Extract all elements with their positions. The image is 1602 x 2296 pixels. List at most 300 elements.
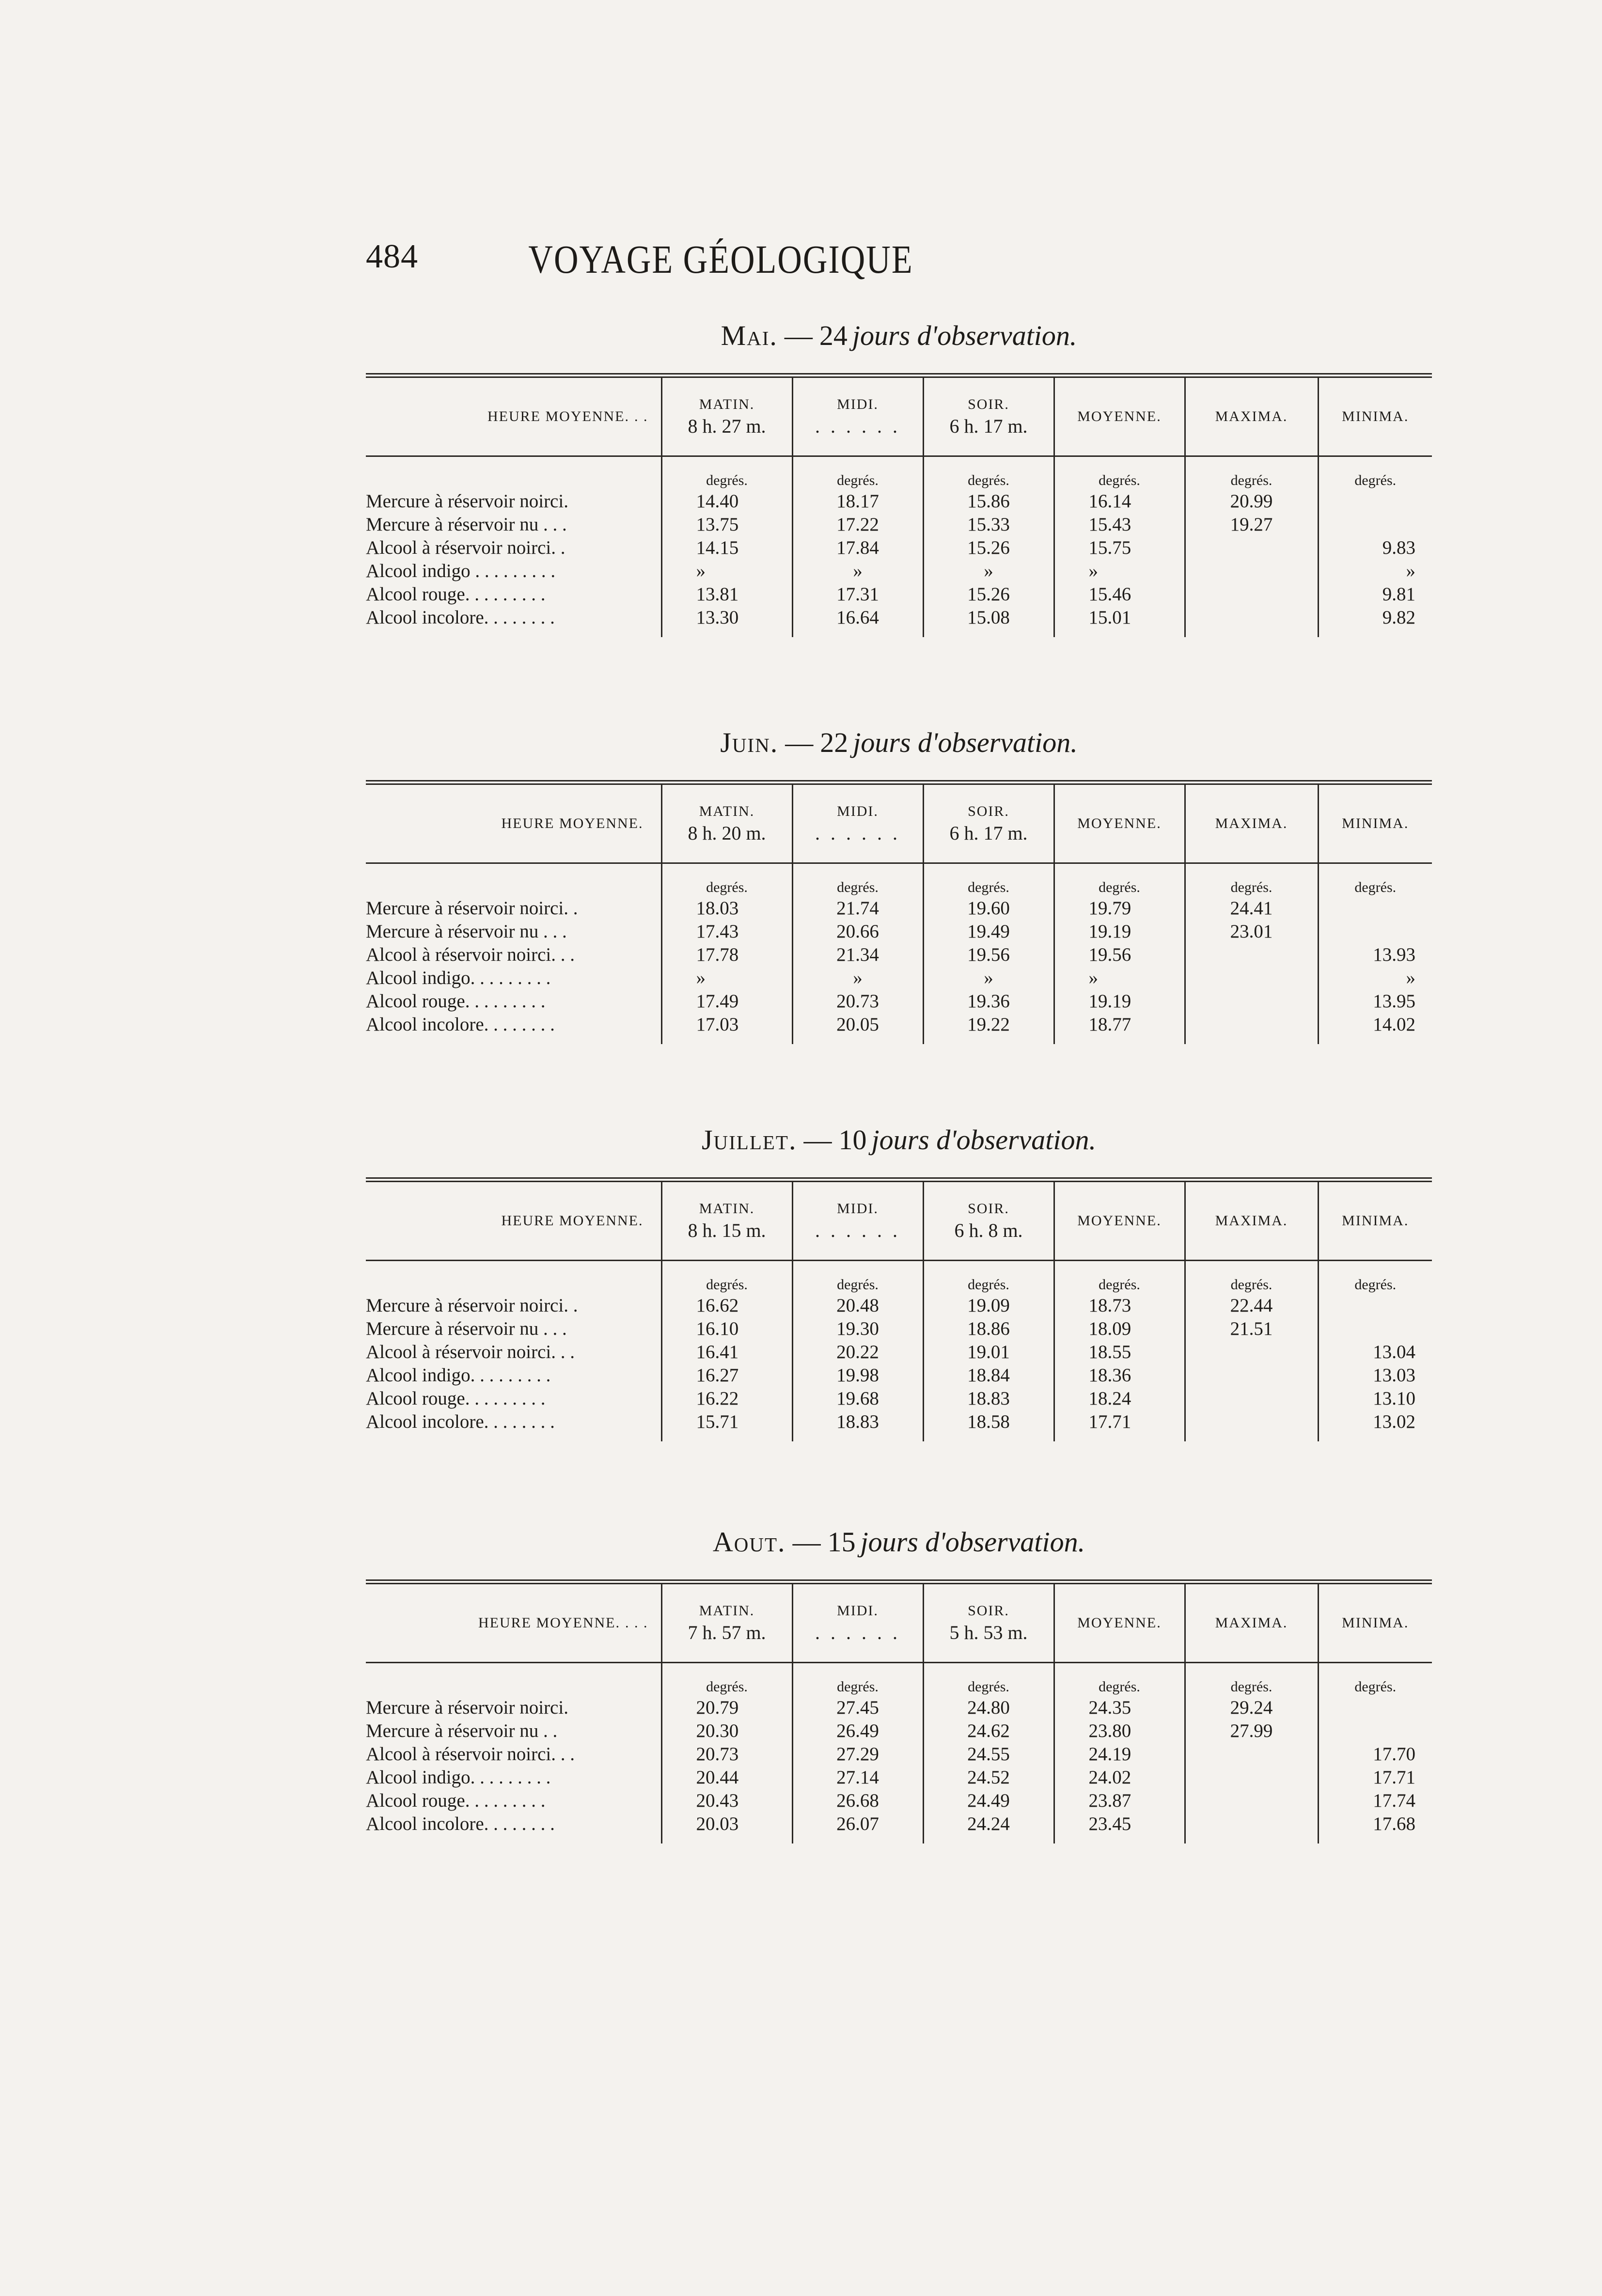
header-row (366, 1584, 1432, 1663)
unit-row (366, 1663, 1432, 1697)
table-row (366, 897, 1432, 920)
table-row (366, 1341, 1432, 1364)
header-heure-moyenne (366, 1182, 661, 1261)
matin-value: 20.03 (661, 1812, 792, 1836)
unit-label: degrés. (1054, 1663, 1185, 1697)
month-name: Mai. (721, 320, 778, 351)
matin-value: 16.10 (661, 1317, 792, 1341)
matin-value: 17.78 (661, 943, 792, 967)
observation-caption: jours d'observation. (871, 1124, 1097, 1156)
header-moyenne (1054, 785, 1185, 863)
moyenne-value: 16.14 (1054, 490, 1185, 513)
midi-value: 20.73 (792, 990, 923, 1013)
unit-label: degrés. (661, 1663, 792, 1697)
thermometer-label: Alcool indigo . . . . . . . . . (366, 560, 661, 583)
midi-label: MIDI. (837, 803, 879, 819)
moyenne-value: 23.45 (1054, 1812, 1185, 1836)
midi-value: » (792, 560, 923, 583)
soir-time: 5 h. 53 m. (949, 1621, 1028, 1643)
soir-value: 24.49 (923, 1789, 1054, 1812)
header-matin (661, 1584, 792, 1663)
midi-time: . . . . . . (815, 415, 900, 437)
midi-value: 26.49 (792, 1719, 923, 1743)
thermometer-label: Alcool incolore. . . . . . . . (366, 1410, 661, 1434)
midi-value: » (792, 967, 923, 990)
minima-value: 9.82 (1382, 607, 1415, 628)
moyenne-value: 18.55 (1054, 1341, 1185, 1364)
maxima-value (1185, 1789, 1318, 1812)
maxima-value (1185, 990, 1318, 1013)
maxima-value (1185, 560, 1318, 583)
midi-time: . . . . . . (815, 822, 900, 844)
midi-value: 26.07 (792, 1812, 923, 1836)
soir-value: 24.55 (923, 1743, 1054, 1766)
thermometer-label: Alcool indigo. . . . . . . . . (366, 967, 661, 990)
soir-value: 18.86 (923, 1317, 1054, 1341)
maxima-value: 19.27 (1185, 513, 1318, 536)
matin-value: 13.81 (661, 583, 792, 606)
soir-value: 19.01 (923, 1341, 1054, 1364)
midi-value: 16.64 (792, 606, 923, 629)
matin-value: » (661, 967, 792, 990)
header-matin (661, 378, 792, 456)
matin-value: 14.40 (661, 490, 792, 513)
midi-time: . . . . . . (815, 1219, 900, 1241)
minima-value: 9.83 (1382, 537, 1415, 558)
minima-value: 14.02 (1373, 1014, 1415, 1035)
unit-label: degrés. (1354, 472, 1397, 488)
matin-value: 16.22 (661, 1387, 792, 1410)
unit-label: degrés. (1354, 1679, 1397, 1695)
title-dash: — (784, 320, 813, 351)
title-dash: — (803, 1124, 832, 1156)
thermometer-label: Alcool à réservoir noirci. . (366, 536, 661, 560)
observation-count: 15 (827, 1526, 856, 1558)
maxima-value: 27.99 (1185, 1719, 1318, 1743)
maxima-value (1185, 536, 1318, 560)
month-title (366, 1526, 1432, 1558)
unit-label: degrés. (1185, 1261, 1318, 1295)
thermometer-label: Mercure à réservoir nu . . . (366, 920, 661, 943)
header-soir (923, 1182, 1054, 1261)
header-midi (792, 1584, 923, 1663)
matin-value: 17.49 (661, 990, 792, 1013)
thermometer-label: Alcool à réservoir noirci. . . (366, 1743, 661, 1766)
moyenne-value: 15.46 (1054, 583, 1185, 606)
unit-label: degrés. (792, 1261, 923, 1295)
header-midi (792, 1182, 923, 1261)
matin-value: 15.71 (661, 1410, 792, 1434)
minima-label: MINIMA. (1342, 1615, 1409, 1631)
midi-value: 18.17 (792, 490, 923, 513)
moyenne-label: MOYENNE. (1077, 1213, 1162, 1229)
soir-time: 6 h. 17 m. (949, 822, 1028, 844)
minima-value: 17.74 (1373, 1790, 1415, 1811)
heure-moyenne-dots: . . (634, 408, 648, 424)
month-name: Aout. (712, 1526, 786, 1558)
observation-table (366, 1177, 1432, 1441)
page-header (366, 237, 1076, 282)
matin-value: 16.41 (661, 1341, 792, 1364)
midi-value: 21.34 (792, 943, 923, 967)
unit-label: degrés. (792, 456, 923, 490)
midi-value: 20.22 (792, 1341, 923, 1364)
midi-value: 27.29 (792, 1743, 923, 1766)
table-row (366, 1812, 1432, 1836)
table-row (366, 583, 1432, 606)
observation-count: 10 (838, 1124, 867, 1156)
soir-label: SOIR. (968, 396, 1009, 412)
unit-label: degrés. (923, 456, 1054, 490)
minima-value (1318, 897, 1432, 920)
thermometer-label: Mercure à réservoir noirci. . (366, 897, 661, 920)
maxima-value (1185, 967, 1318, 990)
month-title (366, 320, 1432, 352)
header-moyenne (1054, 1182, 1185, 1261)
title-dash: — (792, 1526, 821, 1558)
soir-value: 24.24 (923, 1812, 1054, 1836)
midi-time: . . . . . . (815, 1621, 900, 1643)
unit-row (366, 456, 1432, 490)
thermometer-label: Alcool rouge. . . . . . . . . (366, 1789, 661, 1812)
maxima-value (1185, 583, 1318, 606)
maxima-value (1185, 1812, 1318, 1836)
thermometer-label: Mercure à réservoir noirci. (366, 490, 661, 513)
moyenne-value: 19.56 (1054, 943, 1185, 967)
matin-value: 17.43 (661, 920, 792, 943)
table-row (366, 513, 1432, 536)
soir-value: 15.86 (923, 490, 1054, 513)
minima-value: 17.68 (1373, 1813, 1415, 1834)
midi-label: MIDI. (837, 1602, 879, 1619)
midi-label: MIDI. (837, 396, 879, 412)
header-maxima (1185, 785, 1318, 863)
maxima-value (1185, 606, 1318, 629)
minima-label: MINIMA. (1342, 815, 1409, 831)
matin-value: 20.43 (661, 1789, 792, 1812)
maxima-value: 24.41 (1185, 897, 1318, 920)
midi-value: 20.05 (792, 1013, 923, 1036)
soir-value: 19.49 (923, 920, 1054, 943)
maxima-value: 21.51 (1185, 1317, 1318, 1341)
maxima-value (1185, 1743, 1318, 1766)
moyenne-label: MOYENNE. (1077, 815, 1162, 831)
heure-moyenne-label: HEURE MOYENNE. (478, 1615, 620, 1631)
thermometer-label: Alcool rouge. . . . . . . . . (366, 1387, 661, 1410)
maxima-value (1185, 1364, 1318, 1387)
minima-value (1318, 1294, 1432, 1317)
unit-label: degrés. (1185, 456, 1318, 490)
matin-value: 16.62 (661, 1294, 792, 1317)
midi-value: 17.84 (792, 536, 923, 560)
title-dash: — (785, 727, 814, 758)
moyenne-value: 24.19 (1054, 1743, 1185, 1766)
header-minima (1318, 785, 1432, 863)
heure-moyenne-label: HEURE MOYENNE. (487, 408, 629, 424)
midi-value: 19.98 (792, 1364, 923, 1387)
minima-label: MINIMA. (1342, 408, 1409, 424)
unit-label: degrés. (1054, 1261, 1185, 1295)
moyenne-value: 19.79 (1054, 897, 1185, 920)
table-row (366, 1364, 1432, 1387)
minima-value (1318, 1317, 1432, 1341)
page-number: 484 (366, 238, 418, 275)
soir-value: 15.33 (923, 513, 1054, 536)
minima-value (1318, 1719, 1432, 1743)
thermometer-label: Alcool incolore. . . . . . . . (366, 606, 661, 629)
minima-value: » (1406, 968, 1415, 988)
maxima-label: MAXIMA. (1215, 408, 1288, 424)
table-row (366, 990, 1432, 1013)
header-maxima (1185, 1584, 1318, 1663)
moyenne-value: 18.09 (1054, 1317, 1185, 1341)
thermometer-label: Mercure à réservoir noirci. (366, 1696, 661, 1719)
header-minima (1318, 1182, 1432, 1261)
moyenne-value: 18.77 (1054, 1013, 1185, 1036)
minima-value: 17.71 (1373, 1767, 1415, 1788)
soir-value: » (923, 560, 1054, 583)
moyenne-value: 17.71 (1054, 1410, 1185, 1434)
unit-label: degrés. (792, 1663, 923, 1697)
minima-value: 13.02 (1373, 1411, 1415, 1432)
minima-value: 13.10 (1373, 1388, 1415, 1409)
soir-value: 24.62 (923, 1719, 1054, 1743)
midi-value: 21.74 (792, 897, 923, 920)
unit-row (366, 863, 1432, 897)
header-maxima (1185, 1182, 1318, 1261)
unit-label: degrés. (923, 863, 1054, 897)
thermometer-label: Mercure à réservoir nu . . . (366, 1317, 661, 1341)
maxima-value (1185, 1013, 1318, 1036)
unit-label: degrés. (1185, 1663, 1318, 1697)
soir-value: 18.84 (923, 1364, 1054, 1387)
soir-time: 6 h. 17 m. (949, 415, 1028, 437)
header-midi (792, 785, 923, 863)
matin-label: MATIN. (699, 1602, 755, 1619)
soir-value: 19.22 (923, 1013, 1054, 1036)
minima-value (1318, 513, 1432, 536)
soir-value: 18.83 (923, 1387, 1054, 1410)
minima-value: 17.70 (1373, 1744, 1415, 1765)
matin-value: 17.03 (661, 1013, 792, 1036)
matin-time: 8 h. 15 m. (688, 1219, 766, 1241)
moyenne-label: MOYENNE. (1077, 408, 1162, 424)
midi-value: 20.66 (792, 920, 923, 943)
table-row (366, 1317, 1432, 1341)
soir-value: » (923, 967, 1054, 990)
matin-label: MATIN. (699, 803, 755, 819)
matin-value: 13.75 (661, 513, 792, 536)
header-heure-moyenne (366, 785, 661, 863)
heure-moyenne-label: HEURE MOYENNE. (501, 815, 644, 831)
unit-blank (366, 456, 661, 490)
minima-value (1318, 490, 1432, 513)
minima-value: 9.81 (1382, 584, 1415, 605)
moyenne-value: 19.19 (1054, 990, 1185, 1013)
table-row (366, 1410, 1432, 1434)
minima-value: 13.95 (1373, 991, 1415, 1012)
soir-time: 6 h. 8 m. (954, 1219, 1023, 1241)
moyenne-value: 15.75 (1054, 536, 1185, 560)
maxima-label: MAXIMA. (1215, 1615, 1288, 1631)
maxima-value: 20.99 (1185, 490, 1318, 513)
matin-value: » (661, 560, 792, 583)
thermometer-label: Alcool rouge. . . . . . . . . (366, 583, 661, 606)
soir-value: 15.08 (923, 606, 1054, 629)
soir-value: 19.36 (923, 990, 1054, 1013)
soir-label: SOIR. (968, 1200, 1009, 1217)
observation-caption: jours d'observation. (860, 1526, 1085, 1558)
moyenne-value: 24.02 (1054, 1766, 1185, 1789)
table-row (366, 967, 1432, 990)
table-row (366, 1696, 1432, 1719)
header-heure-moyenne (366, 378, 661, 456)
soir-value: 15.26 (923, 536, 1054, 560)
maxima-value (1185, 943, 1318, 967)
unit-blank (366, 863, 661, 897)
soir-value: 24.52 (923, 1766, 1054, 1789)
unit-label: degrés. (923, 1663, 1054, 1697)
table-row (366, 1743, 1432, 1766)
header-matin (661, 1182, 792, 1261)
table-row (366, 1766, 1432, 1789)
table-row (366, 1719, 1432, 1743)
table-row (366, 560, 1432, 583)
midi-value: 18.83 (792, 1410, 923, 1434)
table-row (366, 1387, 1432, 1410)
moyenne-label: MOYENNE. (1077, 1615, 1162, 1631)
table-row (366, 920, 1432, 943)
header-soir (923, 785, 1054, 863)
header-moyenne (1054, 1584, 1185, 1663)
observation-count: 24 (819, 320, 848, 351)
moyenne-value: 18.73 (1054, 1294, 1185, 1317)
unit-label: degrés. (1354, 1277, 1397, 1293)
matin-value: 13.30 (661, 606, 792, 629)
moyenne-value: 15.01 (1054, 606, 1185, 629)
header-midi (792, 378, 923, 456)
minima-label: MINIMA. (1342, 1213, 1409, 1229)
unit-label: degrés. (1054, 863, 1185, 897)
unit-label: degrés. (923, 1261, 1054, 1295)
thermometer-label: Mercure à réservoir nu . . . (366, 513, 661, 536)
unit-label: degrés. (661, 456, 792, 490)
maxima-label: MAXIMA. (1215, 815, 1288, 831)
moyenne-value: 19.19 (1054, 920, 1185, 943)
maxima-value (1185, 1387, 1318, 1410)
thermometer-label: Alcool à réservoir noirci. . . (366, 1341, 661, 1364)
matin-time: 8 h. 27 m. (688, 415, 766, 437)
minima-value: 13.03 (1373, 1365, 1415, 1386)
header-minima (1318, 1584, 1432, 1663)
running-title: VOYAGE GÉOLOGIQUE (528, 238, 913, 282)
unit-label: degrés. (661, 863, 792, 897)
matin-label: MATIN. (699, 1200, 755, 1217)
soir-value: 19.60 (923, 897, 1054, 920)
observation-count: 22 (820, 727, 848, 758)
header-maxima (1185, 378, 1318, 456)
month-name: Juillet. (701, 1124, 797, 1156)
thermometer-label: Alcool incolore. . . . . . . . (366, 1013, 661, 1036)
moyenne-value: 23.87 (1054, 1789, 1185, 1812)
month-name: Juin. (720, 727, 779, 758)
midi-value: 19.68 (792, 1387, 923, 1410)
matin-value: 20.79 (661, 1696, 792, 1719)
matin-value: 20.73 (661, 1743, 792, 1766)
soir-value: 18.58 (923, 1410, 1054, 1434)
midi-value: 19.30 (792, 1317, 923, 1341)
moyenne-value: 23.80 (1054, 1719, 1185, 1743)
table-row (366, 536, 1432, 560)
header-row (366, 785, 1432, 863)
observation-caption: jours d'observation. (853, 727, 1078, 758)
matin-value: 18.03 (661, 897, 792, 920)
moyenne-value: 24.35 (1054, 1696, 1185, 1719)
midi-label: MIDI. (837, 1200, 879, 1217)
table-row (366, 1789, 1432, 1812)
table-row (366, 490, 1432, 513)
midi-value: 17.31 (792, 583, 923, 606)
thermometer-label: Mercure à réservoir nu . . (366, 1719, 661, 1743)
month-title (366, 1124, 1432, 1156)
observation-table (366, 780, 1432, 1044)
soir-value: 15.26 (923, 583, 1054, 606)
thermometer-label: Alcool à réservoir noirci. . . (366, 943, 661, 967)
minima-value: 13.04 (1373, 1342, 1415, 1362)
midi-value: 20.48 (792, 1294, 923, 1317)
observation-table (366, 373, 1432, 637)
table-row (366, 943, 1432, 967)
thermometer-label: Alcool incolore. . . . . . . . (366, 1812, 661, 1836)
maxima-value (1185, 1766, 1318, 1789)
moyenne-value: » (1054, 560, 1185, 583)
header-matin (661, 785, 792, 863)
soir-label: SOIR. (968, 1602, 1009, 1619)
maxima-value: 29.24 (1185, 1696, 1318, 1719)
table-row (366, 1013, 1432, 1036)
matin-value: 20.30 (661, 1719, 792, 1743)
matin-time: 8 h. 20 m. (688, 822, 766, 844)
thermometer-label: Alcool indigo. . . . . . . . . (366, 1766, 661, 1789)
soir-value: 24.80 (923, 1696, 1054, 1719)
unit-label: degrés. (792, 863, 923, 897)
minima-value: 13.93 (1373, 944, 1415, 965)
header-moyenne (1054, 378, 1185, 456)
soir-label: SOIR. (968, 803, 1009, 819)
matin-time: 7 h. 57 m. (688, 1621, 766, 1643)
thermometer-label: Alcool indigo. . . . . . . . . (366, 1364, 661, 1387)
unit-label: degrés. (1054, 456, 1185, 490)
header-soir (923, 1584, 1054, 1663)
unit-blank (366, 1663, 661, 1697)
maxima-value (1185, 1341, 1318, 1364)
observation-table (366, 1579, 1432, 1843)
unit-blank (366, 1261, 661, 1295)
heure-moyenne-dots: . . . (625, 1615, 648, 1631)
heure-moyenne-label: HEURE MOYENNE. (501, 1213, 644, 1229)
unit-row (366, 1261, 1432, 1295)
maxima-value: 22.44 (1185, 1294, 1318, 1317)
moyenne-value: 18.36 (1054, 1364, 1185, 1387)
matin-value: 20.44 (661, 1766, 792, 1789)
midi-value: 27.14 (792, 1766, 923, 1789)
header-soir (923, 378, 1054, 456)
soir-value: 19.56 (923, 943, 1054, 967)
minima-value (1318, 1696, 1432, 1719)
observation-caption: jours d'observation. (852, 320, 1077, 351)
maxima-value: 23.01 (1185, 920, 1318, 943)
unit-label: degrés. (661, 1261, 792, 1295)
